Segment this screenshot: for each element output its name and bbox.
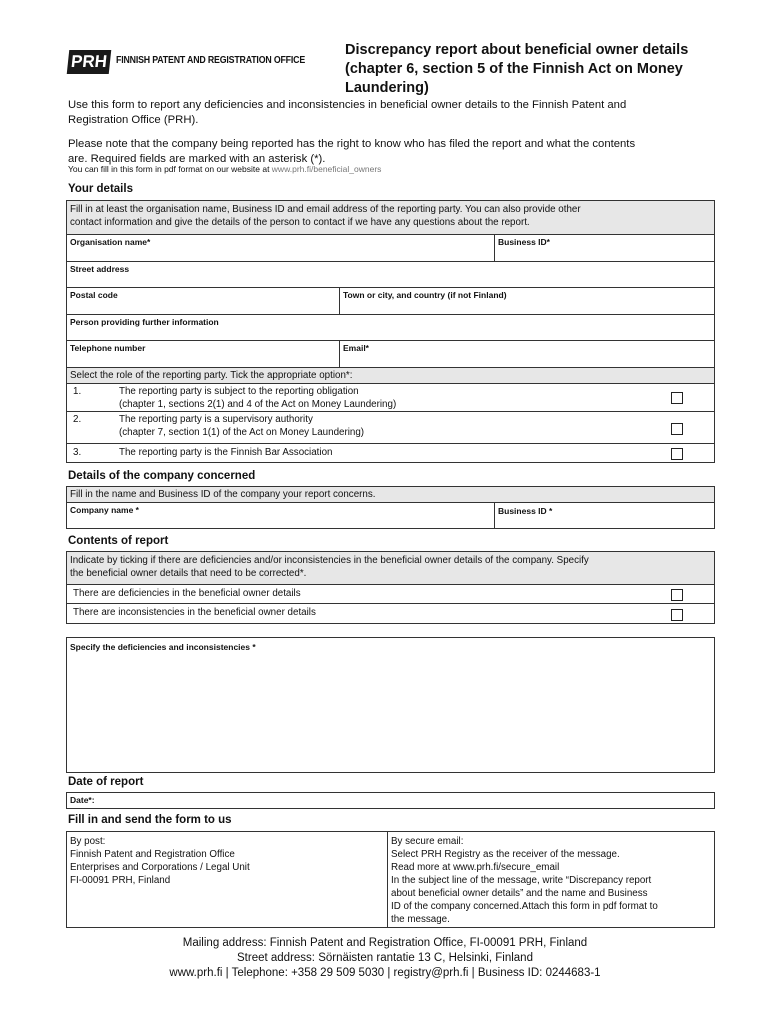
email-field[interactable]: Email*: [339, 340, 715, 368]
post-address: By post: Finnish Patent and Registration Office Enterprises and Corporations / Legal Unit FI-00091 PRH, Finland: [70, 836, 250, 886]
send-options: [66, 831, 715, 928]
deficiencies-checkbox[interactable]: [671, 589, 683, 601]
role-option-3: 3. The reporting party is the Finnish Bar Association: [66, 443, 715, 463]
company-heading: Details of the company concerned: [68, 470, 256, 482]
pdf-note: You can fill in this form in pdf format on our website at www.prh.fi/beneficial_owners: [68, 164, 382, 174]
email-instructions: By secure email: Select PRH Registry as the receiver of the message. Read more at www.prh.fi/secure_email In the subject line of the message, write “Discrepancy report about beneficial owner details” and the name and Business ID of the company concerned.Attach this form in pdf format to the message.: [391, 836, 658, 925]
logo-organisation-name: FINNISH PATENT AND REGISTRATION OFFICE: [116, 55, 306, 66]
town-field[interactable]: Town or city, and country (if not Finland): [339, 287, 715, 315]
your-details-info: Fill in at least the organisation name, Business ID and email address of the reporting party. You can also provide other contact information and give the details of the person to contact if we have any questions about the report.: [66, 200, 715, 235]
role-2-checkbox[interactable]: [671, 423, 683, 435]
beneficial-owners-link[interactable]: www.prh.fi/beneficial_owners: [271, 164, 382, 174]
street-address-field[interactable]: Street address: [66, 261, 715, 288]
role-option-2: 2. The reporting party is a supervisory authority (chapter 7, section 1(1) of the Act on Money Laundering): [66, 411, 715, 444]
send-divider: [387, 832, 388, 927]
company-info: Fill in the name and Business ID of the company your report concerns.: [66, 486, 715, 503]
footer: Mailing address: Finnish Patent and Registration Office, FI-00091 PRH, Finland Street address: Sörnäisten rantatie 13 C, Helsinki, Finland www.prh.fi | Telephone: +358 29 509 5030 | registry@prh.fi | Business ID: 0244683-1: [169, 937, 601, 979]
inconsistencies-option: There are inconsistencies in the beneficial owner details: [66, 603, 715, 624]
date-field[interactable]: Date*:: [66, 792, 715, 809]
intro-paragraph-1: Use this form to report any deficiencies and inconsistencies in beneficial owner details to the Finnish Patent and Registration Office (PRH).: [68, 99, 627, 126]
telephone-field[interactable]: Telephone number: [66, 340, 340, 368]
company-name-field[interactable]: Company name *: [66, 502, 495, 529]
your-details-heading: Your details: [68, 183, 133, 195]
inconsistencies-checkbox[interactable]: [671, 609, 683, 621]
postal-code-field[interactable]: Postal code: [66, 287, 340, 315]
date-heading: Date of report: [68, 776, 144, 788]
organisation-name-field[interactable]: Organisation name*: [66, 234, 495, 262]
contents-info: Indicate by ticking if there are deficiencies and/or inconsistencies in the beneficial owner details of the company. Specify the beneficial owner details that need to be corrected*.: [66, 551, 715, 585]
contents-heading: Contents of report: [68, 535, 169, 547]
role-prompt: Select the role of the reporting party. Tick the appropriate option*:: [66, 367, 715, 384]
company-business-id-field[interactable]: Business ID *: [494, 502, 715, 529]
intro-paragraph-2: Please note that the company being reported has the right to know who has filed the report and what the contents are. Required fields are marked with an asterisk (*).: [68, 138, 636, 165]
role-3-checkbox[interactable]: [671, 448, 683, 460]
role-1-checkbox[interactable]: [671, 392, 683, 404]
prh-logo: PRH: [67, 50, 112, 74]
deficiencies-option: There are deficiencies in the beneficial owner details: [66, 584, 715, 604]
send-heading: Fill in and send the form to us: [68, 814, 232, 826]
contact-person-field[interactable]: Person providing further information: [66, 314, 715, 341]
role-option-1: 1. The reporting party is subject to the reporting obligation (chapter 1, sections 2(1) and 4 of the Act on Money Laundering): [66, 383, 715, 412]
business-id-field[interactable]: Business ID*: [494, 234, 715, 262]
specify-textarea[interactable]: Specify the deficiencies and inconsistencies *: [66, 637, 715, 773]
document-title: Discrepancy report about beneficial owner details (chapter 6, section 5 of the Finnish Act on Money Laundering): [345, 42, 689, 96]
